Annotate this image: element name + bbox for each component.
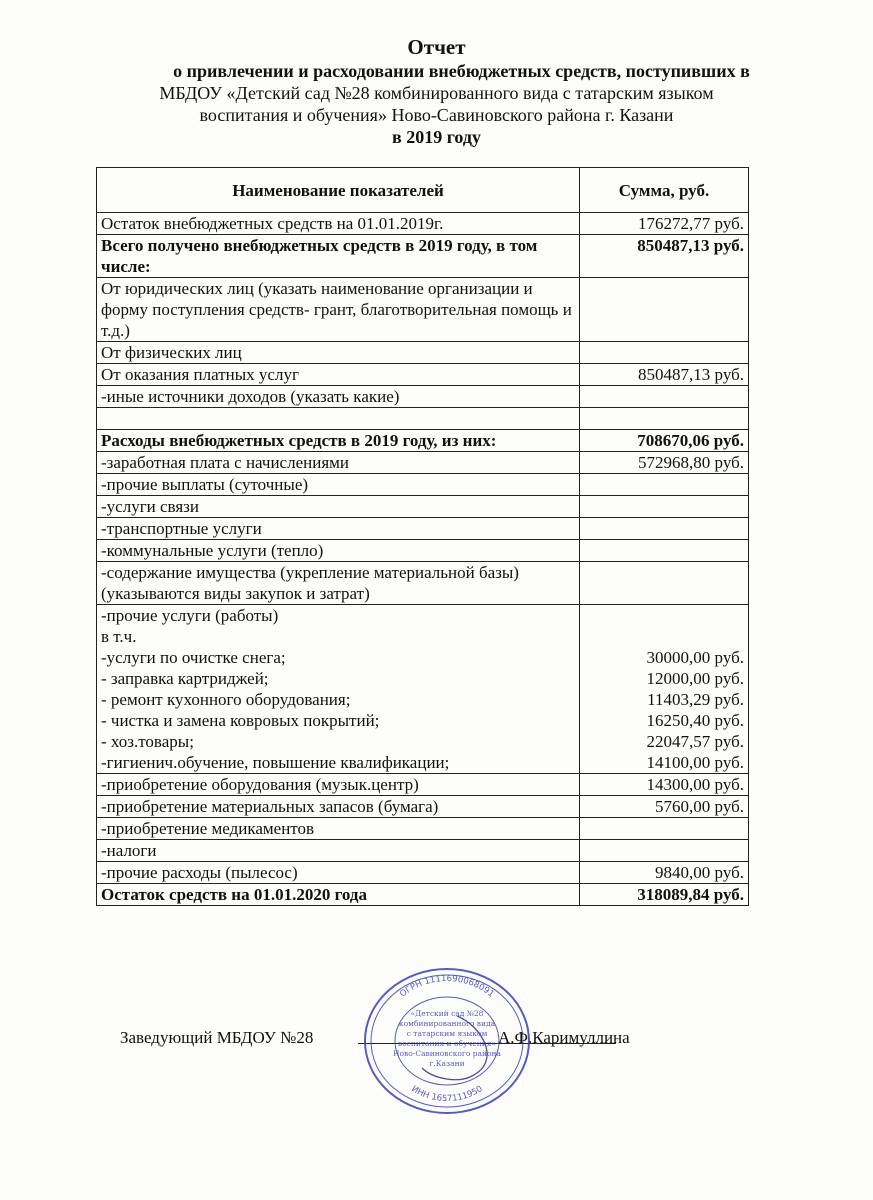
title-line-4: в 2019 году: [391, 127, 482, 147]
table-row: [97, 278, 749, 342]
stamp-line: г.Казани: [429, 1059, 465, 1068]
row-amount: [580, 518, 749, 540]
row-name: -приобретение медикаментов: [97, 818, 580, 840]
row-name-multiline: [97, 562, 580, 605]
table-row: [97, 518, 749, 540]
table-row: [97, 364, 749, 386]
report-table: [96, 167, 749, 906]
stamp-line: комбинированного вида: [398, 1019, 496, 1028]
svg-text:ОГРН 1111690068091: [398, 974, 496, 1000]
row-name: Расходы внебюджетных средств в 2019 году, из них:: [97, 430, 580, 452]
title-line-1: о привлечении и расходовании внебюджетных средств, поступивших в: [173, 61, 750, 81]
list-item-amount: 12000,00 руб.: [646, 669, 744, 688]
table-row: [97, 796, 749, 818]
row-name: Всего получено внебюджетных средств в 2019 году, в том числе:: [97, 235, 580, 278]
stamp-line: с татарским языком: [406, 1029, 488, 1038]
list-item-amount: 16250,40 руб.: [646, 711, 744, 730]
stamp-line: Ново-Савиновского района: [393, 1049, 501, 1058]
list-item-name: - ремонт кухонного оборудования;: [101, 690, 351, 709]
table-row: [97, 430, 749, 452]
list-item-amount: 14100,00 руб.: [646, 753, 744, 772]
list-item-amount: 22047,57 руб.: [646, 732, 744, 751]
table-row: [97, 342, 749, 364]
other-services-amounts: [580, 605, 749, 774]
row-name: Остаток внебюджетных средств на 01.01.2019г.: [97, 213, 580, 235]
row-name: -иные источники доходов (указать какие): [97, 386, 580, 408]
stamp-line: воспитания и обучения»: [397, 1039, 497, 1048]
row-amount: [580, 840, 749, 862]
svg-text:ИНН 1657111950: [409, 1084, 484, 1104]
list-item-amount: 11403,29 руб.: [647, 690, 744, 709]
other-services-title: -прочие услуги (работы): [101, 606, 279, 625]
table-row: [97, 213, 749, 235]
row-amount: 850487,13 руб.: [580, 364, 749, 386]
table-row: [97, 818, 749, 840]
table-row-final: [97, 884, 749, 906]
row-amount: [580, 540, 749, 562]
row-amount: [580, 342, 749, 364]
table-row: [97, 474, 749, 496]
row-name: -заработная плата с начислениями: [97, 452, 580, 474]
table-row: [97, 562, 749, 605]
stamp-line: «Детский сад №28: [410, 1009, 484, 1018]
list-item-name: - хоз.товары;: [101, 732, 194, 751]
row-name: -налоги: [97, 840, 580, 862]
table-row: [97, 386, 749, 408]
row-amount: [580, 496, 749, 518]
row-name: -услуги связи: [97, 496, 580, 518]
row-amount: 176272,77 руб.: [580, 213, 749, 235]
row-name: -коммунальные услуги (тепло): [97, 540, 580, 562]
list-item-amount: 30000,00 руб.: [646, 648, 744, 667]
row-amount: 14300,00 руб.: [580, 774, 749, 796]
col-header-name: Наименование показателей: [97, 168, 580, 213]
table-row: [97, 774, 749, 796]
final-balance-name: Остаток средств на 01.01.2020 года: [97, 884, 580, 906]
list-item-name: -гигиенич.обучение, повышение квалификации;: [101, 753, 450, 772]
row-amount: 850487,13 руб.: [580, 235, 749, 278]
list-item-name: - заправка картриджей;: [101, 669, 269, 688]
table-row: [97, 862, 749, 884]
table-header-row: [97, 168, 749, 213]
row-name: От физических лиц: [97, 342, 580, 364]
row-amount: 5760,00 руб.: [580, 796, 749, 818]
row-amount: [580, 386, 749, 408]
table-row-empty: [97, 408, 749, 430]
row-name: -содержание имущества (укрепление материальной базы): [101, 563, 519, 582]
row-amount: [580, 562, 749, 605]
col-header-amount: Сумма, руб.: [580, 168, 749, 213]
document-header: [0, 34, 873, 148]
row-name: [97, 408, 580, 430]
signature-name: А.Ф.Каримуллина: [498, 1028, 630, 1047]
row-name: -приобретение оборудования (музык.центр): [97, 774, 580, 796]
row-amount: [580, 408, 749, 430]
table-row: [97, 840, 749, 862]
row-amount: [580, 818, 749, 840]
row-amount: 708670,06 руб.: [580, 430, 749, 452]
other-services-subtitle: в т.ч.: [101, 627, 137, 646]
row-name: От оказания платных услуг: [97, 364, 580, 386]
row-name: -прочие расходы (пылесос): [97, 862, 580, 884]
document-title: Отчет: [407, 35, 466, 59]
signature-position: Заведующий МБДОУ №28: [120, 1028, 314, 1047]
table-row: [97, 235, 749, 278]
list-item-name: - чистка и замена ковровых покрытий;: [101, 711, 380, 730]
final-balance-amount: 318089,84 руб.: [580, 884, 749, 906]
row-name: От юридических лиц (указать наименование организации и форму поступления средств- грант, благотворительная помощь и т.д.): [97, 278, 580, 342]
stamp-inn: ИНН 1657111950: [409, 1084, 485, 1105]
row-name: -транспортные услуги: [97, 518, 580, 540]
organization-stamp-icon: [362, 966, 532, 1116]
table-row-other-services: [97, 605, 749, 774]
list-item-name: -услуги по очистке снега;: [101, 648, 286, 667]
row-name: -приобретение материальных запасов (бумага): [97, 796, 580, 818]
title-line-2: МБДОУ «Детский сад №28 комбинированного вида с татарским языком: [159, 83, 714, 103]
table-row: [97, 540, 749, 562]
row-name-note: (указываются виды закупок и затрат): [101, 584, 370, 603]
row-amount: [580, 278, 749, 342]
row-amount: 572968,80 руб.: [580, 452, 749, 474]
row-name: -прочие выплаты (суточные): [97, 474, 580, 496]
other-services-names: [97, 605, 580, 774]
row-amount: [580, 474, 749, 496]
title-line-3: воспитания и обучения» Ново-Савиновского района г. Казани: [199, 105, 674, 125]
row-amount: 9840,00 руб.: [580, 862, 749, 884]
table-row: [97, 452, 749, 474]
stamp-ogrn: ОГРН 1111690068091: [398, 973, 496, 1000]
table-row: [97, 496, 749, 518]
